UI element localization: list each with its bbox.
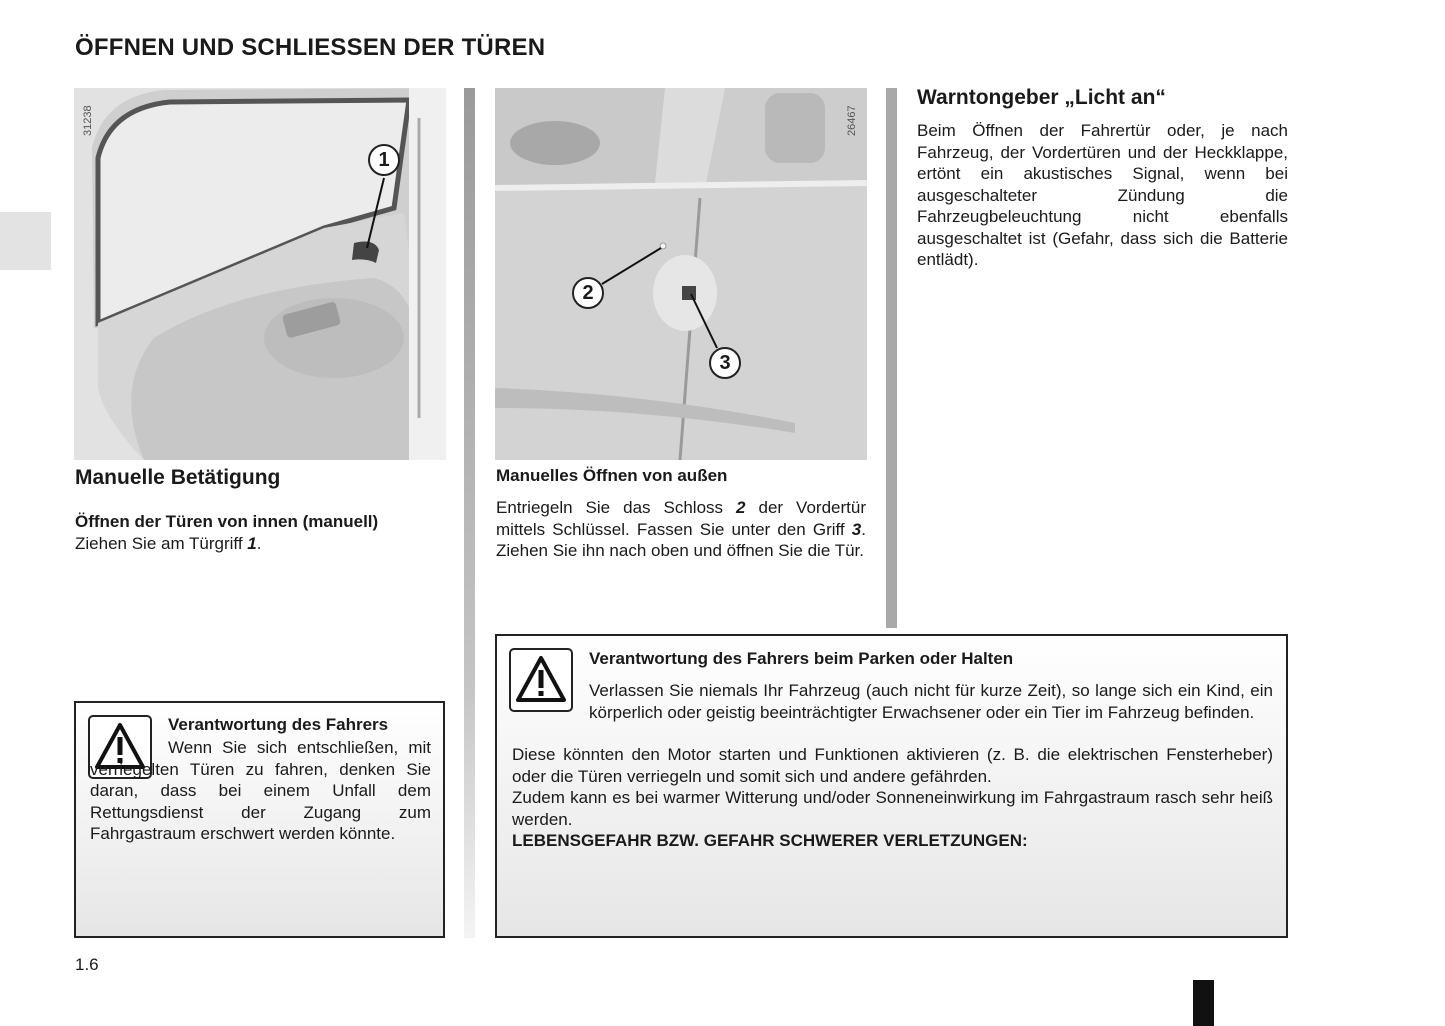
figure-interior-door <box>74 88 446 460</box>
warning-driver-title: Verantwortung des Fahrers <box>168 715 389 734</box>
chapter-tab <box>0 212 51 270</box>
warning-driver-text: Wenn Sie sich entschließen, mit verriegelten Türen zu fahren, denken Sie daran, dass bei einem Unfall dem Rettungsdienst der Zugang zum Fahrgastraum erschwert werden könnte. <box>90 738 431 843</box>
text-open-inside: Ziehen Sie am Türgriff 1. <box>75 534 262 553</box>
text-light-warning: Beim Öffnen der Fahrertür oder, je nach Fahrzeug, der Vordertüren und der Heckklappe, ertönt ein akustisches Signal, wenn bei ausgeschalteter Zündung die Fahrzeugbeleuchtung nicht ebenfalls ausgeschaltet ist (Gefahr, dass sich die Batterie entlädt). <box>917 121 1288 269</box>
heading-manual-operation: Manuelle Betätigung <box>75 466 281 489</box>
column-divider-left <box>464 88 475 938</box>
warning-parking-text-4: LEBENSGEFAHR BZW. GEFAHR SCHWERER VERLETZUNGEN: <box>512 831 1028 850</box>
column-divider-right <box>886 88 897 628</box>
heading-light-warning: Warntongeber „Licht an“ <box>917 86 1166 109</box>
warning-parking-title: Verantwortung des Fahrers beim Parken oder Halten <box>589 649 1014 668</box>
page-edge-mark <box>1193 980 1214 1026</box>
callout-2: 2 <box>572 277 604 309</box>
warning-parking-text-3: Zudem kann es bei warmer Witterung und/oder Sonneneinwirkung im Fahrgastraum rasch sehr heiß werden. <box>512 788 1273 829</box>
callout-3: 3 <box>709 347 741 379</box>
exterior-door-illustration <box>495 88 867 460</box>
warning-parking-text-rest <box>512 744 1273 852</box>
warning-icon-frame <box>509 648 573 712</box>
figure-ref-left: 31238 <box>82 105 94 136</box>
figure-exterior-door <box>495 88 867 460</box>
subheading-open-outside: Manuelles Öffnen von außen <box>496 466 728 485</box>
callout-1: 1 <box>368 144 400 176</box>
text-open-outside: Entriegeln Sie das Schloss 2 der Vordertür mittels Schlüssel. Fassen Sie unter den Griff 3. Ziehen Sie ihn nach oben und öffnen Sie die Tür. <box>496 498 866 560</box>
warning-box-driver <box>74 701 445 938</box>
warning-box-parking <box>495 634 1288 938</box>
subheading-open-inside: Öffnen der Türen von innen (manuell) <box>75 512 379 531</box>
warning-triangle-icon <box>515 655 567 705</box>
interior-door-illustration <box>74 88 446 460</box>
figure-ref-middle: 26467 <box>846 105 858 136</box>
warning-parking-text-2: Diese könnten den Motor starten und Funktionen aktivieren (z. B. die elektrischen Fensterheber) oder die Türen verriegeln und somit sich und andere gefährden. <box>512 745 1273 786</box>
warning-parking-text-1: Verlassen Sie niemals Ihr Fahrzeug (auch nicht für kurze Zeit), so lange sich ein Kind, ein körperlich oder geistig beeinträchtigter Erwachsener oder ein Tier im Fahrzeug befinden. <box>589 681 1273 722</box>
page-title: ÖFFNEN UND SCHLIESSEN DER TÜREN <box>75 34 546 61</box>
page-number: 1.6 <box>75 955 99 974</box>
